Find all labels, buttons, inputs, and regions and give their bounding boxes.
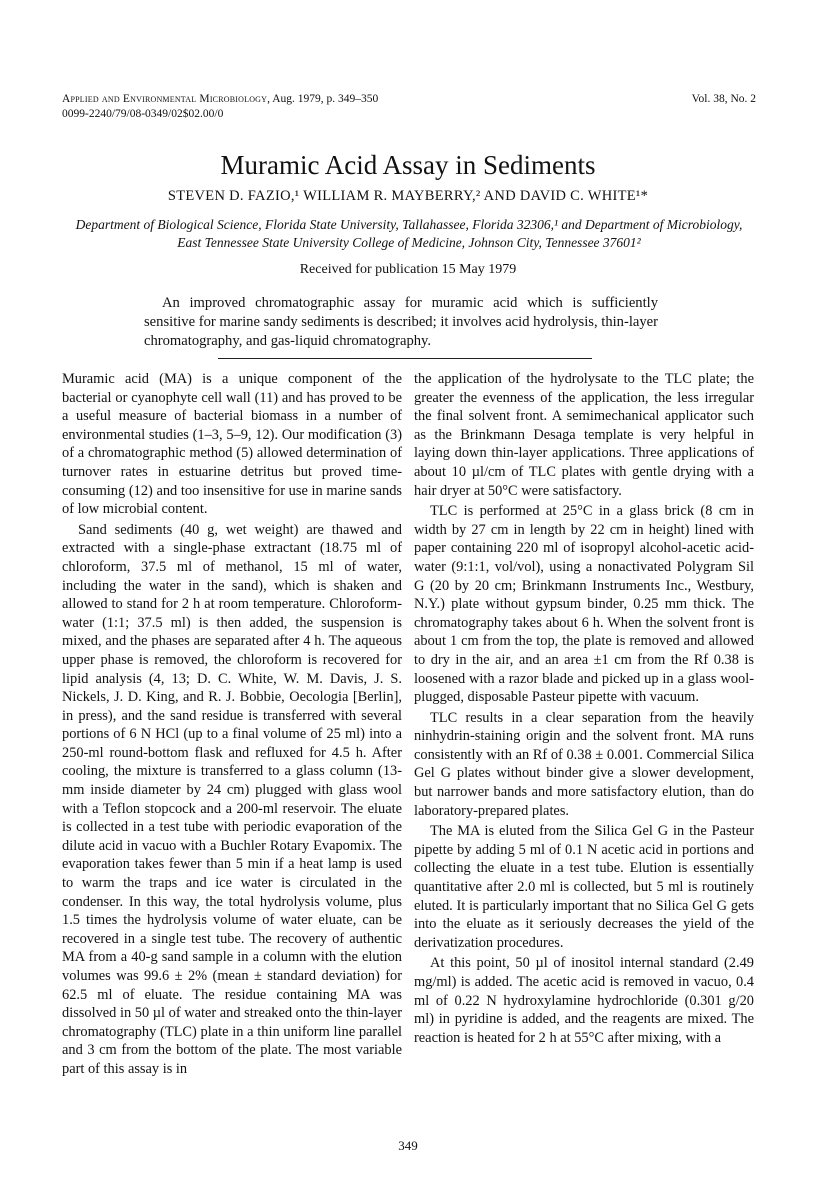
journal-citation-block bbox=[62, 92, 378, 122]
paragraph: TLC results in a clear separation from the heavily ninhydrin-staining origin and the solvent front. MA runs consistently with an Rf of 0.38 ± 0.001. Commercial Silica Gel G plates without binder give a slower development, but narrower bands and more satisfactory elution, than do laboratory-prepared plates. bbox=[414, 709, 754, 819]
page-number: 349 bbox=[398, 1138, 418, 1153]
body-column-left bbox=[62, 370, 402, 1081]
received-date: Received for publication 15 May 1979 bbox=[299, 262, 517, 277]
paragraph: The MA is eluted from the Silica Gel G in the Pasteur pipette by adding 5 ml of 0.1 N acetic acid in portions and collecting the eluate in a test tube. Elution is essentially quantitative after 2.0 ml is collected, but 5 ml is routinely eluted. It is particularly important that no Silica Gel G gets into the eluate as it seriously decreases the yield of the derivatization procedures. bbox=[414, 823, 754, 951]
abstract: An improved chromatographic assay for muramic acid which is sufficiently sensitive for marine sandy sediments is described; it involves acid hydrolysis, thin-layer chromatography, and gas-liquid chromatography. bbox=[144, 295, 658, 349]
author-list: STEVEN D. FAZIO,¹ WILLIAM R. MAYBERRY,² AND DAVID C. WHITE¹* bbox=[167, 188, 649, 204]
abstract-divider bbox=[218, 358, 592, 359]
issn-line: 0099-2240/79/08-0349/02$02.00/0 bbox=[62, 108, 224, 120]
paragraph: the application of the hydrolysate to the TLC plate; the greater the evenness of the application, the less irregular the final solvent front. A semimechanical applicator such as the Brinkmann Desaga template is very helpful in laying down thin-layer applications. Three applications of about 10 µl/cm of TLC plates with gentle drying with a hair dryer at 50°C were satisfactory. bbox=[414, 371, 754, 499]
paragraph: At this point, 50 µl of inositol internal standard (2.49 mg/ml) is added. The acetic acid is removed in vacuo, 0.4 ml of 0.22 N hydroxylamine hydrochloride (0.301 g/20 ml) in pyridine is added, and the reagents are mixed. The reaction is heated for 2 h at 55°C after mixing, with a bbox=[414, 955, 754, 1046]
paragraph: Sand sediments (40 g, wet weight) are thawed and extracted with a single-phase extractant (18.75 ml of chloroform, 37.5 ml of methanol, 15 ml of water, including the water in the sand), which is shaken and allowed to stand for 2 h at room temperature. Chloroform-water (1:1; 37.5 ml) is then added, the suspension is mixed, and the phases are separated after 4 h. The aqueous upper phase is removed, the chloroform is recovered for lipid analysis (4, 13; D. C. White, W. M. Davis, J. S. Nickels, J. D. King, and R. J. Bobbie, Oecologia [Berlin], in press), and the sand residue is transferred with several portions of 6 N HCl (up to a final volume of 25 ml) into a 250-ml round-bottom flask and refluxed for 4.5 h. After cooling, the mixture is transferred to a glass column (13-mm inside diameter by 24 cm) plugged with glass wool with a Teflon stopcock and a 200-ml reservoir. The eluate is collected in a test tube with periodic evaporation of the dilute acid in vacuo with a Buchler Rotary Evapomix. The evaporation takes fewer than 5 min if a heat lamp is used to warm the traps and ice water is circulated in the condenser. In this way, the total hydrolysis volume, plus 1.5 times the hydrolysis volume of water eluate, can be recovered in a single test tube. The recovery of authentic MA from a 40-g sand sample in a column with the elution volumes was 99.6 ± 2% (mean ± standard deviation) for 62.5 ml of eluate. The residue containing MA was dissolved in 50 µl of water and streaked onto the thin-layer chromatography (TLC) plate in a thin uniform line parallel and 3 cm from the bottom of the plate. The most variable part of this assay is in bbox=[62, 521, 402, 1077]
journal-name: Applied and Environmental Microbiology bbox=[62, 93, 268, 105]
volume-issue: Vol. 38, No. 2 bbox=[691, 93, 756, 105]
journal-citation bbox=[62, 92, 378, 107]
paragraph: Muramic acid (MA) is a unique component of the bacterial or cyanophyte cell wall (11) and has proved to be a useful measure of bacterial biomass in a number of environmental studies (1–3, 5–9, 12). Our modification (3) of a chromatographic method (5) allowed determination of turnover rates in estuarine detritus but proved time-consuming (12) and too insensitive for use in marine sands of low microbial content. bbox=[62, 371, 402, 518]
body-column-right bbox=[414, 370, 754, 1049]
paragraph: TLC is performed at 25°C in a glass brick (8 cm in width by 27 cm in length by 22 cm in height) lined with paper containing 220 ml of isopropyl alcohol-acetic acid-water (9:1:1, vol/vol), using a nonactivated Polygram Sil G (20 by 20 cm; Brinkmann Instruments Inc., Westbury, N.Y.) plate without gypsum binder, 0.25 mm thick. The chromatography takes about 6 h. When the solvent front is about 1 cm from the top, the plate is removed and allowed to dry in the air, and an area ±1 cm from the Rf 0.38 is loosened with a razor blade and picked up in a glass wool-plugged, disposable Pasteur pipette with vacuum. bbox=[414, 503, 754, 706]
running-head bbox=[62, 92, 756, 122]
author-affiliations: Department of Biological Science, Florida State University, Tallahassee, Florida 32306,¹ and Department of Microbiology, East Tennessee State University College of Medicine, Johnson City, Tennessee 37601² bbox=[75, 217, 743, 250]
journal-pages: , Aug. 1979, p. 349–350 bbox=[267, 93, 379, 105]
article-title: Muramic Acid Assay in Sediments bbox=[220, 150, 596, 180]
